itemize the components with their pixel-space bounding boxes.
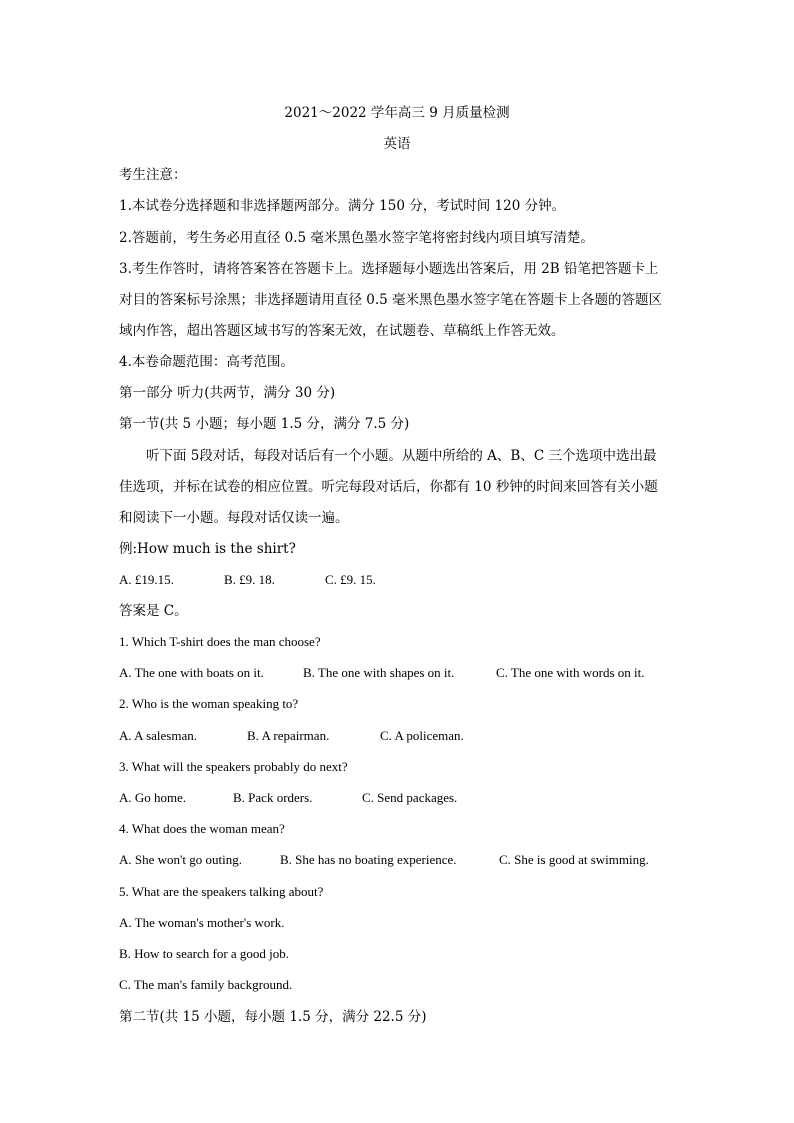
question-4-option-b: B. She has no boating experience. bbox=[280, 852, 457, 867]
part-1-heading: 第一部分 听力(共两节，满分 30 分) bbox=[119, 385, 336, 401]
question-2-option-a: A. A salesman. bbox=[119, 728, 197, 743]
subject-title: 英语 bbox=[383, 136, 411, 152]
instructions-line-2: 佳选项，并标在试卷的相应位置。听完每段对话后，你都有 10 秒钟的时间来回答有关小题 bbox=[119, 479, 658, 495]
question-4: 4. What does the woman mean? bbox=[119, 821, 285, 836]
question-1-option-c: C. The one with words on it. bbox=[496, 665, 645, 680]
example-option-b: B. £9. 18. bbox=[224, 572, 275, 587]
section-1-heading: 第一节(共 5 小题；每小题 1.5 分，满分 7.5 分) bbox=[119, 416, 410, 432]
section-2-heading: 第二节(共 15 小题，每小题 1.5 分，满分 22.5 分) bbox=[119, 1009, 427, 1025]
notice-item-4: 4.本卷命题范围：高考范围。 bbox=[119, 354, 294, 370]
question-1-option-a: A. The one with boats on it. bbox=[119, 665, 264, 680]
question-5: 5. What are the speakers talking about? bbox=[119, 884, 324, 899]
question-2-option-b: B. A repairman. bbox=[247, 728, 330, 743]
question-1-option-b: B. The one with shapes on it. bbox=[303, 665, 455, 680]
question-5-option-a: A. The woman's mother's work. bbox=[119, 915, 285, 930]
example-option-c: C. £9. 15. bbox=[325, 572, 376, 587]
example-answer: 答案是 C。 bbox=[119, 603, 188, 619]
question-3-option-a: A. Go home. bbox=[119, 790, 187, 805]
instructions-line-3: 和阅读下一小题。每段对话仅读一遍。 bbox=[119, 510, 349, 526]
question-5-option-c: C. The man's family background. bbox=[119, 977, 293, 992]
notice-item-3: 3.考生作答时，请将答案答在答题卡上。选择题每小题选出答案后，用 2B 铅笔把答题卡上 bbox=[119, 261, 659, 277]
notice-item-2: 2.答题前，考生务必用直径 0.5 毫米黑色墨水签字笔将密封线内项目填写清楚。 bbox=[119, 230, 594, 246]
question-5-option-b: B. How to search for a good job. bbox=[119, 946, 290, 961]
question-2-option-c: C. A policeman. bbox=[380, 728, 464, 743]
example-option-a: A. £19.15. bbox=[119, 572, 174, 587]
question-3-option-c: C. Send packages. bbox=[362, 790, 458, 805]
exam-title: 2021～2022 学年高三 9 月质量检测 bbox=[284, 105, 510, 121]
question-4-option-a: A. She won't go outing. bbox=[119, 852, 242, 867]
question-3-option-b: B. Pack orders. bbox=[233, 790, 313, 805]
question-4-option-c: C. She is good at swimming. bbox=[499, 852, 649, 867]
question-2: 2. Who is the woman speaking to? bbox=[119, 696, 299, 711]
notice-item-3-cont: 对目的答案标号涂黑；非选择题请用直径 0.5 毫米黑色墨水签字笔在答题卡上各题的答题区 bbox=[119, 292, 663, 308]
question-3: 3. What will the speakers probably do next? bbox=[119, 759, 348, 774]
notice-item-1: 1.本试卷分选择题和非选择题两部分。满分 150 分，考试时间 120 分钟。 bbox=[119, 198, 566, 214]
example-question: 例:How much is the shirt? bbox=[119, 541, 296, 557]
notice-item-3-cont2: 域内作答，超出答题区域书写的答案无效，在试题卷、草稿纸上作答无效。 bbox=[119, 323, 565, 339]
question-1: 1. Which T-shirt does the man choose? bbox=[119, 634, 321, 649]
instructions-line-1: 听下面 5段对话，每段对话后有一个小题。从题中所给的 A、B、C 三个选项中选出最 bbox=[146, 448, 657, 464]
notice-heading: 考生注意： bbox=[119, 167, 187, 183]
